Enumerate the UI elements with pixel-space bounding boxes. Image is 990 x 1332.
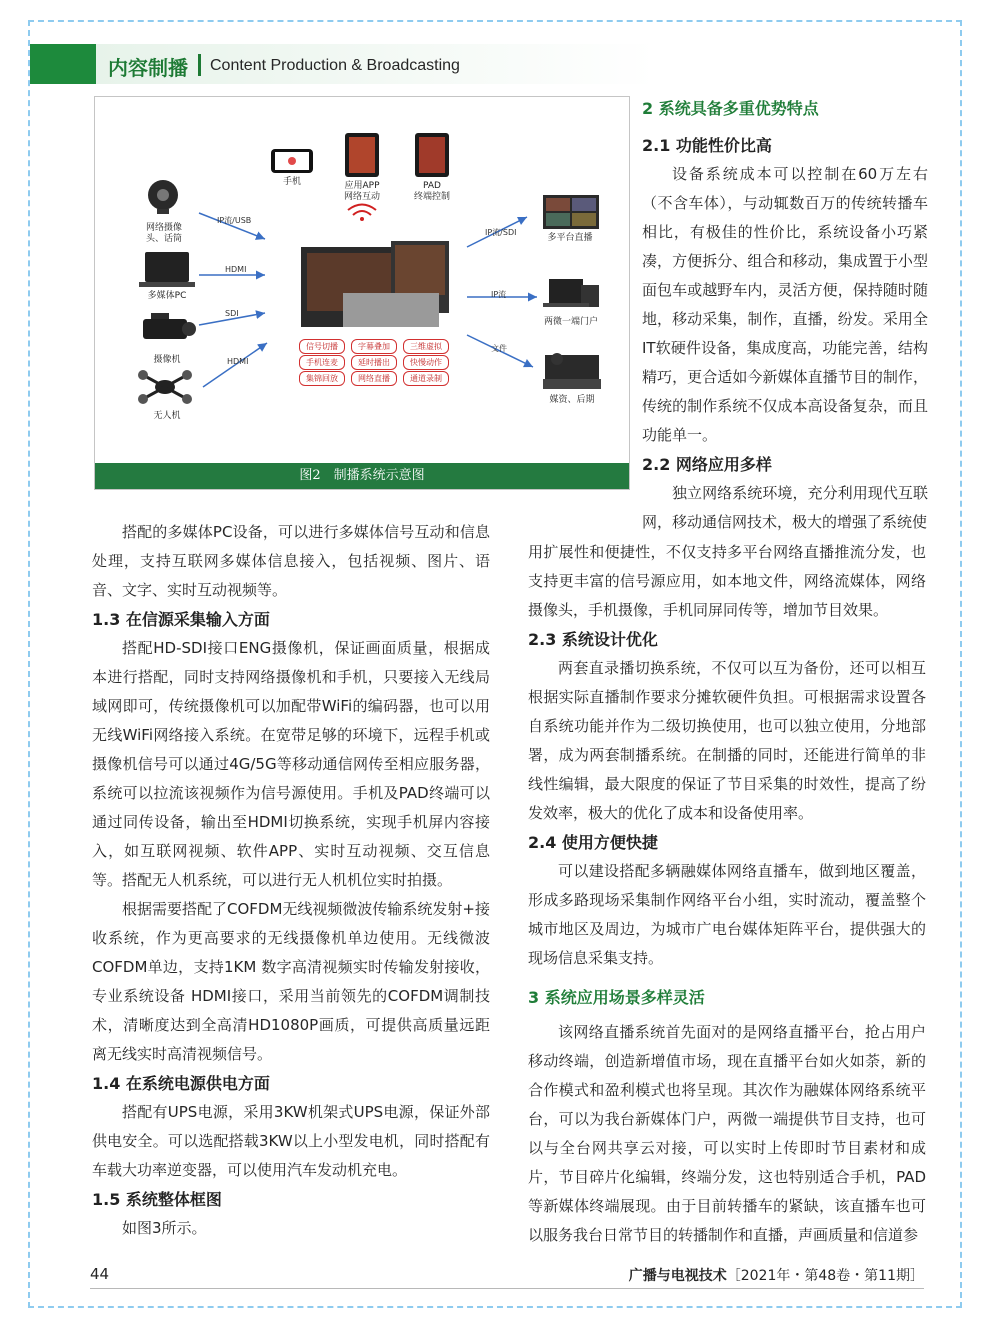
journal-name [629, 1265, 924, 1285]
pad-icon [415, 133, 449, 177]
page-number: 44 [90, 1265, 110, 1283]
function-tag: 延时播出 [351, 355, 397, 370]
phone-icon [271, 149, 313, 173]
input-label-webcam: 网络摄像 头、话筒 [145, 223, 182, 244]
paragraph-1-4: 搭配有UPS电源，采用3KW机架式UPS电源，保证外部供电安全。可以选配搭载3KW以上小型发电机，同时搭配有车载大功率逆变器，可以使用汽车发动机充电。 [92, 1103, 490, 1179]
multi-screen-icon [543, 195, 599, 229]
right-column-top [642, 94, 928, 537]
paragraph-1-3b: 根据需要搭配了COFDM无线视频微波传输系统发射+接收系统，作为更高要求的无线摄像机单边使用。无线微波COFDM单边，支持1KM 数字高清视频实时传输发射接收，专业系统设备 HDMI接口，采用当前领先的COFDM调制技术，清晰度达到全高清HD1080P画质，可提供高质量远距离无线实时高清视频信号。 [92, 900, 490, 1063]
input-label-drone: 无人机 [153, 411, 181, 421]
output-label-3: 媒资、后期 [549, 395, 595, 405]
edge-label-out-1: IP流/SDI [485, 228, 517, 237]
diagram-svg [95, 97, 629, 463]
paragraph-2-4: 可以建设搭配多辆融媒体网络直播车，做到地区覆盖，形成多路现场采集制作网络平台小组，实时流动，覆盖整个城市地区及周边，为城市广电台媒体矩阵平台，提供强大的现场信息采集支持。 [528, 862, 926, 967]
heading-2-3: 2.3 系统设计优化 [528, 630, 658, 649]
heading-1-4: 1.4 在系统电源供电方面 [92, 1074, 270, 1093]
heading-2-2: 2.2 网络应用多样 [642, 455, 772, 474]
function-tag: 手机连麦 [299, 355, 345, 370]
paragraph-2-2b: 用扩展性和便捷性，不仅支持多平台网络直播推流分发，也支持更丰富的信号源应用，如本地文件，网络流媒体，网络摄像头，手机摄像，手机同屏同传等，增加节目效果。 [528, 543, 926, 619]
paragraph-2-1: 设备系统成本可以控制在60万左右（不含车体），与动辄数百万的传统转播车相比，有极佳的性价比，系统设备小巧紧凑，方便拆分、组合和移动，集成置于小型面包车或越野车内，灵活方便，保持随时随地，移动采集，制作，直播，纷发。采用全IT软硬件设备，集成度高，功能完善，结构精巧，更合适如今新媒体直播节目的制作，传统的制作系统不仅成本高设备复杂，而且功能单一。 [642, 165, 928, 444]
pc-icon [139, 252, 195, 287]
right-column-bottom [528, 538, 926, 1250]
paragraph-intro: 搭配的多媒体PC设备，可以进行多媒体信号互动和信息处理，支持互联网多媒体信息接入，包括视频、图片、语音、文字、实时互动视频等。 [92, 523, 490, 599]
journal-title: 广播与电视技术 [628, 1268, 727, 1284]
header-separator [198, 54, 201, 76]
edge-label-out-3: 文件 [491, 344, 507, 353]
heading-2-4: 2.4 使用方便快捷 [528, 833, 658, 852]
header-green-bar [30, 44, 96, 84]
function-tag: 通道录制 [403, 371, 449, 386]
camera-icon [143, 313, 196, 339]
editing-suite-icon [543, 353, 601, 389]
function-tag: 三维虚拟 [403, 339, 449, 354]
devices-icon [543, 279, 599, 307]
edge-label-in-3: SDI [225, 309, 239, 318]
edge-label-out-2: IP流 [491, 290, 507, 299]
production-unit-icon [301, 241, 449, 327]
heading-2-1: 2.1 功能性价比高 [642, 136, 772, 155]
function-tag: 网络直播 [351, 371, 397, 386]
function-tag: 字幕叠加 [351, 339, 397, 354]
paragraph-2-3: 两套直录播切换系统，不仅可以互为备份，还可以相互根据实际直播制作要求分摊软硬件负担。可根据需求设置各自系统功能并作为二级切换使用，也可以独立使用，分地部署，成为两套制播系统。在制播的同时，还能进行简单的非线性编辑，最大限度的保证了节目采集的时效性，提高了纷发效率，极大的优化了成本和设备使用率。 [528, 659, 926, 822]
top-label-phone: 手机 [282, 177, 301, 187]
webcam-icon [148, 180, 178, 214]
output-label-2: 两微一端门户 [543, 317, 598, 327]
function-tag: 信号切播 [299, 339, 345, 354]
input-label-camera: 摄像机 [153, 355, 181, 365]
paragraph-2-2a: 独立网络系统环境，充分利用现代互联网，移动通信网技术，极大的增强了系统使 [642, 484, 928, 531]
figure-system-diagram [94, 96, 630, 490]
app-tablet-icon [345, 133, 379, 177]
drone-icon [138, 370, 192, 404]
top-label-app: 应用APP 网络互动 [343, 181, 380, 202]
section-title-en: Content Production & Broadcasting [210, 57, 460, 74]
function-tag: 快慢动作 [403, 355, 449, 370]
function-tag: 集锦回放 [299, 371, 345, 386]
heading-1-3: 1.3 在信源采集输入方面 [92, 610, 270, 629]
footer-rule [90, 1288, 924, 1289]
left-column [92, 518, 490, 1243]
journal-issue: ［2021年・第48卷・第11期］ [726, 1268, 924, 1284]
input-label-pc: 多媒体PC [147, 291, 187, 301]
paragraph-1-5: 如图3所示。 [122, 1219, 207, 1237]
edge-label-in-2: HDMI [225, 265, 247, 274]
section-heading-3: 3 系统应用场景多样灵活 [528, 988, 705, 1007]
top-label-pad: PAD 终端控制 [413, 181, 450, 202]
output-label-1: 多平台直播 [547, 233, 593, 243]
section-heading-2: 2 系统具备多重优势特点 [642, 99, 819, 118]
figure-caption: 图2 制播系统示意图 [95, 463, 629, 489]
heading-1-5: 1.5 系统整体框图 [92, 1190, 222, 1209]
section-title-cn: 内容制播 [108, 56, 188, 80]
paragraph-3: 该网络直播系统首先面对的是网络直播平台，抢占用户移动终端，创造新增值市场，现在直播平台如火如荼，新的合作模式和盈利模式也将呈现。其次作为融媒体网络系统平台，可以为我台新媒体门户，两微一端提供节目支持，也可以与全台网共享云对接，可以实时上传即时节目素材和成片，节目碎片化编辑，终端分发，这也特别适合手机，PAD等新媒体终端展现。由于目前转播车的紧缺，该直播车也可以服务我台日常节目的转播制作和直播，声画质量和信道参 [528, 1023, 926, 1244]
wifi-icon [348, 205, 376, 222]
paragraph-1-3a: 搭配HD-SDI接口ENG摄像机，保证画面质量，根据成本进行搭配，同时支持网络摄像机和手机，只要接入无线局域网即可，传统摄像机可以加配带WiFi的编码器，也可以用无线WiFi网络接入系统。在宽带足够的环境下，远程手机或摄像机信号可以通过4G/5G等移动通信网传至相应服务器，系统可以拉流该视频作为信号源使用。手机及PAD终端可以通过同传设备，输出至HDMI切换系统，实现手机屏内容接入，如互联网视频、软件APP、实时互动视频、交互信息等。搭配无人机系统，可以进行无人机机位实时拍摄。 [92, 639, 490, 889]
edge-label-in-1: IP流/USB [217, 216, 252, 225]
edge-label-in-4: HDMI [227, 357, 249, 366]
